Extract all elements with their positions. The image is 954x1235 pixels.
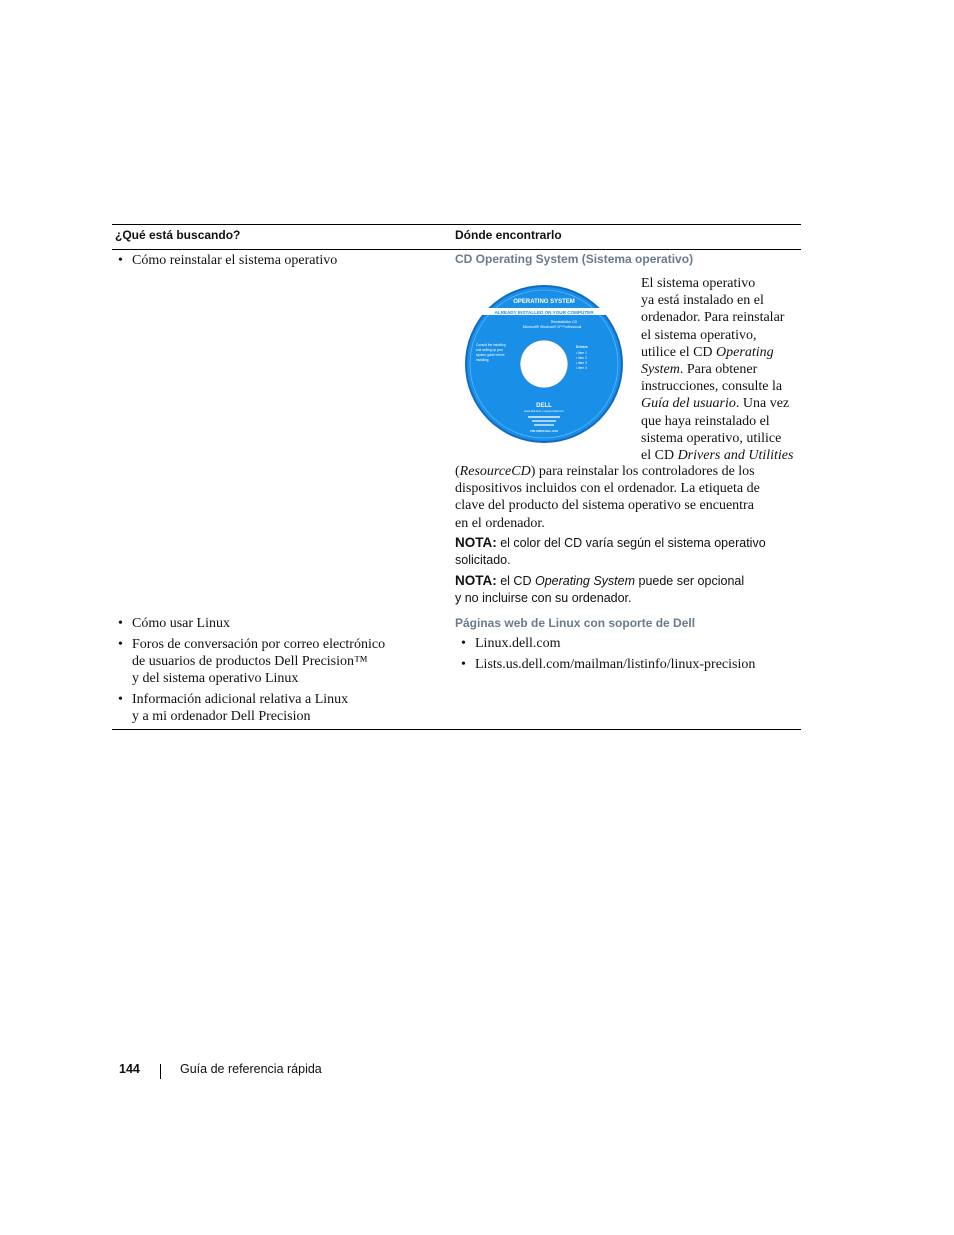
note2-italic: Operating System <box>534 574 636 588</box>
note1-label: NOTA: <box>455 535 497 550</box>
row2-left-item-line: y del sistema operativo Linux <box>132 671 299 686</box>
paragraph-line <box>641 327 793 344</box>
row2-left-item <box>112 615 385 632</box>
row1-left-item-line: • Cómo reinstalar el sistema operativo <box>132 253 338 268</box>
paragraph-line <box>455 463 760 480</box>
row2-left-item-line: • Cómo usar Linux <box>132 616 230 631</box>
cd-left-text-line: installing. <box>476 358 490 362</box>
text-run: ( <box>455 464 460 479</box>
paragraph-line <box>641 292 793 309</box>
note2-label: NOTA: <box>455 573 497 588</box>
cd-url: www.dell.com | support.dell.com <box>524 409 564 413</box>
italic-term: Guía del usuario <box>641 396 736 412</box>
cd-right-title: Drivers <box>576 345 588 349</box>
row2-left-item-line: • Información adicional relativa a Linux <box>132 692 349 707</box>
text-run: dispositivos incluidos con el ordenador. La etiqueta de <box>455 481 760 497</box>
cd-right-item: • Item 1 <box>576 351 587 355</box>
text-run: utilice el CD <box>641 344 717 360</box>
note2-line2: y no incluirse con su ordenador. <box>455 591 632 605</box>
row2-left-item-line: • Foros de conversación por correo electrónico <box>132 637 386 652</box>
row2-left-list <box>112 615 385 729</box>
paragraph-line <box>641 309 793 326</box>
text-run: clave del producto del sistema operativo se encuentra <box>455 498 754 514</box>
text-run: sistema operativo, utilice <box>641 430 782 446</box>
table-top-rule <box>112 224 801 225</box>
row1-left-list <box>112 252 337 273</box>
footer-separator <box>160 1064 161 1079</box>
cd-center-line2: Microsoft® Windows® XP Professional <box>522 325 582 329</box>
paragraph-line <box>455 480 760 497</box>
paragraph-line <box>641 413 793 430</box>
note2-post: puede ser opcional <box>635 574 745 588</box>
paragraph-line <box>641 378 793 395</box>
text-run: el CD <box>641 448 678 464</box>
header-rule <box>112 249 801 250</box>
note2-pre: el CD <box>500 574 535 588</box>
text-run: . Para obtener <box>679 362 758 378</box>
cd-ring-title: OPERATING SYSTEM <box>513 299 575 305</box>
note-cd-optional <box>455 572 744 607</box>
text-run: instrucciones, consulte la <box>641 379 783 395</box>
row2-left-item-line: y a mi ordenador Dell Precision <box>132 709 311 724</box>
paragraph-line <box>455 497 760 514</box>
italic-term: System <box>641 362 680 378</box>
cd-instructions-full-text <box>455 463 760 532</box>
cd-instructions-wrap-text <box>641 275 793 464</box>
note-cd-color <box>455 534 766 569</box>
italic-term: Drivers and Utilities <box>677 448 794 464</box>
cd-os-heading: CD Operating System (Sistema operativo) <box>455 252 694 266</box>
linux-website-item-line: • Lists.us.dell.com/mailman/listinfo/linux-precision <box>475 657 756 672</box>
text-run: que haya reinstalado el <box>641 413 770 429</box>
operating-system-cd-image <box>464 284 624 444</box>
cd-right-item: • Item 4 <box>576 366 587 370</box>
cd-left-text-line: system guide before <box>476 353 505 357</box>
row2-left-item-line: de usuarios de productos Dell Precision™ <box>132 654 368 669</box>
cd-ring-subtitle: ALREADY INSTALLED ON YOUR COMPUTER <box>494 309 594 315</box>
row2-left-item <box>112 691 385 725</box>
text-run: ordenador. Para reinstalar <box>641 310 785 326</box>
cd-part-number: P/N 00000 Rev. A00 <box>530 429 558 433</box>
row2-left-item <box>112 636 385 687</box>
text-run: . Una vez <box>735 396 790 412</box>
cd-left-text-line: Consult the Installing <box>476 343 506 347</box>
note1-line1: el color del CD varía según el sistema operativo <box>500 536 766 550</box>
linux-websites-heading: Páginas web de Linux con soporte de Dell <box>455 616 696 630</box>
paragraph-line <box>641 361 793 378</box>
text-run: ya está instalado en el <box>641 293 764 309</box>
paragraph-line <box>641 275 793 292</box>
text-run: en el ordenador. <box>455 515 545 531</box>
row1-left-item <box>112 252 337 269</box>
linux-website-item <box>455 635 755 652</box>
dell-logo: DELL <box>536 403 552 409</box>
linux-websites-list <box>455 635 755 677</box>
cd-left-text-line: and setting up your <box>476 348 504 352</box>
paragraph-line <box>641 395 793 412</box>
cd-center-line1: Reinstallation CD <box>550 320 578 324</box>
text-run: ) para reinstalar los controladores de los <box>530 464 755 479</box>
italic-term: Operating <box>716 344 774 360</box>
cd-right-item: • Item 2 <box>576 356 587 360</box>
cd-fineprint-2 <box>532 420 556 422</box>
cd-right-items <box>576 351 587 370</box>
paragraph-line <box>641 344 793 361</box>
paragraph-line <box>455 515 760 532</box>
paragraph-line <box>641 430 793 447</box>
table-bottom-rule <box>112 729 801 730</box>
linux-website-item <box>455 656 755 673</box>
cd-right-item: • Item 3 <box>576 361 587 365</box>
header-what-looking-for: ¿Qué está buscando? <box>115 228 241 242</box>
header-where-to-find: Dónde encontrarlo <box>455 228 562 242</box>
cd-fineprint-3 <box>534 424 554 426</box>
footer-title: Guía de referencia rápida <box>180 1062 322 1076</box>
paragraph-line <box>641 447 793 464</box>
italic-term: ResourceCD <box>459 464 531 479</box>
cd-fineprint-1 <box>528 416 560 418</box>
text-run: El sistema operativo <box>641 276 756 291</box>
note1-line2: solicitado. <box>455 553 511 567</box>
linux-website-item-line: • Linux.dell.com <box>475 636 561 651</box>
page-number: 144 <box>119 1062 140 1076</box>
text-run: el sistema operativo, <box>641 327 757 343</box>
